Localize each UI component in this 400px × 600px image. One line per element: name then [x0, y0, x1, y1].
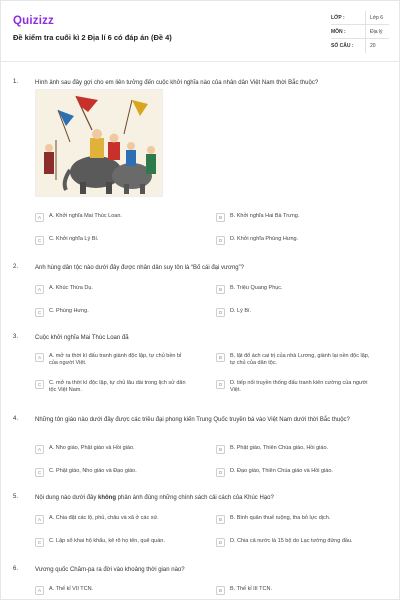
option-b[interactable]: [216, 213, 370, 222]
option-c[interactable]: [35, 538, 189, 547]
question-number: 4.: [13, 416, 19, 422]
option-d[interactable]: [216, 308, 370, 317]
meta-table: [331, 11, 389, 53]
option-letter-box: B: [216, 515, 225, 524]
option-a[interactable]: [35, 285, 189, 294]
question-text: [35, 494, 375, 502]
option-letter-box: C: [35, 308, 44, 317]
meta-label: MÔN :: [331, 28, 346, 35]
option-text: A. Khởi nghĩa Mai Thúc Loan.: [49, 213, 122, 219]
meta-row-class: [331, 11, 389, 25]
header-divider: [1, 61, 400, 62]
question-text-part: phản ánh đúng những chính sách cải cách của Khúc Hạo?: [116, 495, 274, 501]
option-letter-box: B: [216, 445, 225, 454]
option-text: D. tiếp nối truyền thống đấu tranh kiên cường của người Việt.: [230, 380, 368, 393]
meta-value: Địa lý: [365, 25, 389, 38]
option-a[interactable]: [35, 213, 189, 222]
option-d[interactable]: [216, 468, 370, 477]
option-letter-box: D: [216, 468, 225, 477]
question-3: [13, 334, 389, 410]
option-letter-box: A: [35, 285, 44, 294]
option-letter-box: B: [216, 586, 225, 595]
option-c[interactable]: [35, 380, 189, 394]
option-letter-box: B: [216, 285, 225, 294]
option-letter-box: C: [35, 380, 44, 389]
option-a[interactable]: [35, 586, 189, 595]
option-text: A. Chia đặt các lộ, phủ, châu và xã ở các xứ.: [49, 515, 159, 521]
option-c[interactable]: [35, 308, 189, 317]
question-number: 6.: [13, 566, 19, 572]
option-letter-box: D: [216, 538, 225, 547]
option-b[interactable]: [216, 285, 370, 294]
question-number: 2.: [13, 264, 19, 270]
option-letter-box: B: [216, 353, 225, 362]
option-letter-box: A: [35, 445, 44, 454]
option-b[interactable]: [216, 445, 370, 454]
question-number: 1.: [13, 79, 19, 85]
option-a[interactable]: [35, 353, 189, 367]
option-text: B. Khởi nghĩa Hai Bà Trưng.: [230, 213, 300, 219]
option-text: D. Đạo giáo, Thiên Chúa giáo và Hồi giáo.: [230, 468, 333, 474]
option-text: D. Khởi nghĩa Phùng Hưng.: [230, 236, 299, 242]
header: [13, 11, 389, 63]
question-4: [13, 416, 389, 486]
option-letter-box: A: [35, 586, 44, 595]
question-text-part: Nội dung nào dưới đây: [35, 495, 98, 501]
question-5: [13, 494, 389, 556]
option-letter-box: D: [216, 308, 225, 317]
meta-label: LỚP :: [331, 14, 345, 21]
quizizz-logo: Quizizz: [13, 15, 55, 27]
option-d[interactable]: [216, 538, 370, 547]
option-text: C. Khởi nghĩa Lý Bí.: [49, 236, 99, 242]
question-text: Những tôn giáo nào dưới đây được các triều đại phong kiến Trung Quốc truyền bá vào Việt Nam dưới thời Bắc thuộc?: [35, 417, 350, 423]
option-letter-box: D: [216, 236, 225, 245]
option-letter-box: A: [35, 213, 44, 222]
option-letter-box: C: [35, 468, 44, 477]
option-text: B. lật đổ ách cai trị của nhà Lương, giành lại nền độc lập, tự chủ của dân tộc.: [230, 353, 370, 366]
meta-label: SỐ CÂU :: [331, 43, 354, 49]
uprising-illustration-drawing: [36, 90, 163, 197]
option-text: B. Phật giáo, Thiên Chúa giáo, Hồi giáo.: [230, 445, 329, 451]
option-text: A. Thế kỉ VII TCN.: [49, 586, 94, 592]
option-b[interactable]: [216, 353, 370, 367]
option-text: C. Lập sổ khai hộ khẩu, kê rõ họ tên, quê quán.: [49, 538, 165, 544]
question-6: [13, 566, 389, 600]
question-2: [13, 264, 389, 324]
question-number: 3.: [13, 334, 19, 340]
option-letter-box: C: [35, 538, 44, 547]
meta-row-count: [331, 39, 389, 53]
option-letter-box: C: [35, 236, 44, 245]
question-text: Anh hùng dân tộc nào dưới đây được nhân dân suy tôn là “Bố cái đại vương”?: [35, 265, 244, 271]
question-text: Vương quốc Chăm-pa ra đời vào khoảng thời gian nào?: [35, 567, 185, 573]
question-number: 5.: [13, 494, 19, 500]
option-text: A. Nho giáo, Phật giáo và Hồi giáo.: [49, 445, 135, 451]
option-b[interactable]: [216, 515, 370, 524]
option-text: C. Phùng Hưng.: [49, 308, 89, 314]
option-text: D. Lý Bí.: [230, 308, 252, 314]
option-text: C. Phật giáo, Nho giáo và Đạo giáo.: [49, 468, 137, 474]
meta-row-subject: [331, 25, 389, 39]
meta-value: Lớp 6: [365, 11, 389, 24]
option-letter-box: D: [216, 380, 225, 389]
uprising-illustration: [35, 89, 163, 197]
option-text: D. Chia cả nước là 15 bộ do Lạc tướng đứng đầu.: [230, 538, 353, 544]
document-title: Đề kiểm tra cuối kì 2 Địa lí 6 có đáp án (Đề 4): [13, 33, 172, 42]
option-d[interactable]: [216, 236, 370, 245]
option-text: B. Triệu Quang Phục.: [230, 285, 283, 291]
option-b[interactable]: [216, 586, 370, 595]
option-a[interactable]: [35, 445, 189, 454]
option-text: B. Thế kỉ III TCN.: [230, 586, 272, 592]
question-text: Hình ảnh sau đây gợi cho em liên tưởng đến cuộc khởi nghĩa nào của nhân dân Việt Nam thời Bắc thuộc?: [35, 80, 319, 86]
question-text: Cuộc khởi nghĩa Mai Thúc Loan đã: [35, 335, 129, 341]
option-text: A. mở ra thời kì đấu tranh giành độc lập, tự chủ bền bỉ của người Việt.: [49, 353, 182, 366]
option-c[interactable]: [35, 236, 189, 245]
option-a[interactable]: [35, 515, 189, 524]
option-text: A. Khúc Thừa Dụ.: [49, 285, 93, 291]
option-letter-box: B: [216, 213, 225, 222]
option-letter-box: A: [35, 353, 44, 362]
meta-value: 20: [365, 39, 389, 53]
option-letter-box: A: [35, 515, 44, 524]
option-text: C. mở ra thời kì độc lập, tự chủ lâu dài trong lịch sử dân tộc Việt Nam.: [49, 380, 186, 393]
question-text-emphasis: không: [98, 495, 116, 501]
option-text: B. Bình quân thuế ruộng, tha bỏ lực dịch.: [230, 515, 331, 521]
option-d[interactable]: [216, 380, 370, 394]
option-c[interactable]: [35, 468, 189, 477]
